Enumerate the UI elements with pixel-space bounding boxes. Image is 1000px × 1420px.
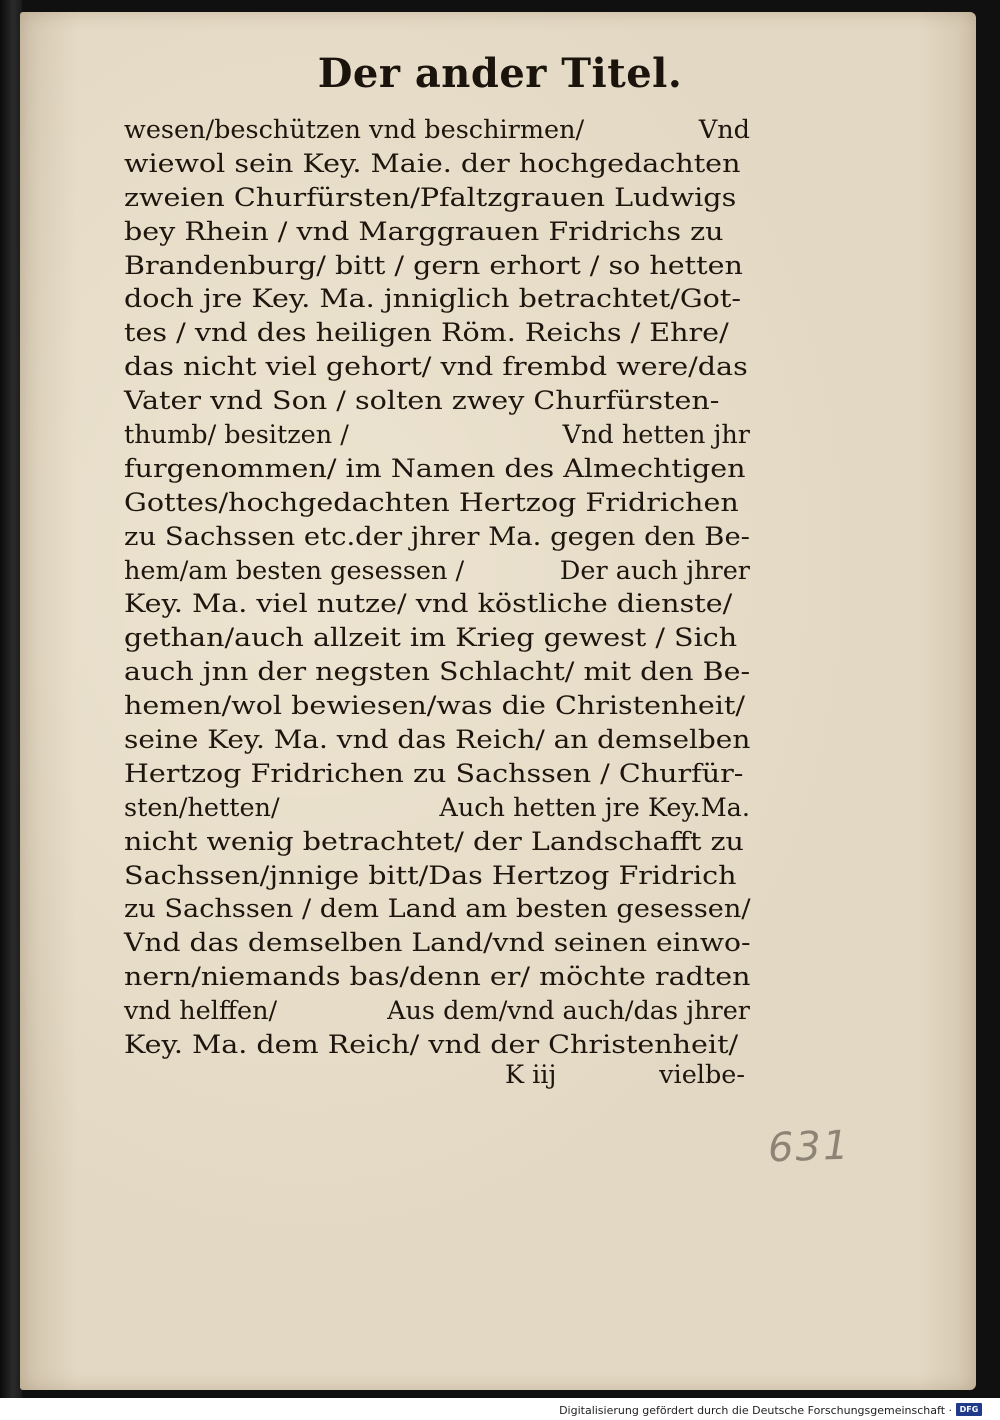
text-line xyxy=(124,115,750,149)
text-line xyxy=(124,149,750,183)
text-segment: Auch hetten jre Key.Ma. xyxy=(439,792,750,823)
text-segment: Gottes/hochgedachten Hertzog Fridrichen xyxy=(124,487,739,518)
text-segment: das nicht viel gehort/ vnd frembd were/das xyxy=(124,352,748,383)
catchword: vielbe- xyxy=(659,1060,745,1090)
text-line xyxy=(124,962,750,996)
text-line xyxy=(124,725,750,759)
text-segment: Hertzog Fridrichen zu Sachssen / Churfür- xyxy=(124,758,744,789)
text-segment: Brandenburg/ bitt / gern erhort / so hetten xyxy=(124,250,743,281)
signature-mark: K iij xyxy=(505,1060,557,1090)
text-line xyxy=(124,284,750,318)
text-line xyxy=(124,420,750,454)
text-line xyxy=(124,1030,750,1064)
text-segment: thumb/ besitzen / xyxy=(124,420,349,451)
text-line xyxy=(124,522,750,556)
text-segment: gethan/auch allzeit im Krieg gewest / Sich xyxy=(124,623,738,654)
text-segment: sten/hetten/ xyxy=(124,792,280,823)
text-segment: zu Sachssen / dem Land am besten gesessen/ xyxy=(124,894,751,925)
text-segment: hemen/wol bewiesen/was die Christenheit/ xyxy=(124,691,745,722)
text-line xyxy=(124,928,750,962)
text-line xyxy=(124,827,750,861)
text-segment: doch jre Key. Ma. jnniglich betrachtet/Got- xyxy=(124,284,741,315)
text-segment: tes / vnd des heiligen Röm. Reichs / Ehre/ xyxy=(124,318,729,349)
text-line xyxy=(124,251,750,285)
text-line xyxy=(124,894,750,928)
text-segment: wesen/beschützen vnd beschirmen/ xyxy=(124,115,585,145)
text-line xyxy=(124,454,750,488)
text-segment: vnd helffen/ xyxy=(124,996,278,1027)
text-segment: wiewol sein Key. Maie. der hochgedachten xyxy=(124,148,741,179)
catch-line xyxy=(505,1060,745,1090)
text-line xyxy=(124,657,750,691)
running-header: Der ander Titel. xyxy=(317,50,683,97)
text-segment: Vnd das demselben Land/vnd seinen einwo- xyxy=(124,928,751,959)
text-line xyxy=(124,386,750,420)
text-segment: seine Key. Ma. vnd das Reich/ an demselben xyxy=(124,725,751,756)
text-line xyxy=(124,623,750,657)
text-segment: Key. Ma. viel nutze/ vnd köstliche dienste/ xyxy=(124,589,733,620)
footer-credit: Digitalisierung gefördert durch die Deutsche Forschungsgemeinschaft · xyxy=(559,1404,952,1417)
handwritten-folio-number: 631 xyxy=(767,1122,852,1172)
text-segment: bey Rhein / vnd Marggrauen Fridrichs zu xyxy=(124,216,724,247)
body-text xyxy=(124,115,750,1064)
text-line xyxy=(124,996,750,1030)
text-segment: Key. Ma. dem Reich/ vnd der Christenheit/ xyxy=(124,1030,739,1061)
book-spine-edge xyxy=(0,0,22,1398)
text-segment: Vnd hetten jhr xyxy=(562,420,750,451)
text-line xyxy=(124,691,750,725)
text-segment: furgenommen/ im Namen des Almechtigen xyxy=(124,453,746,484)
text-segment: Vater vnd Son / solten zwey Churfürsten- xyxy=(124,386,720,417)
text-segment: nern/niemands bas/denn er/ möchte radten xyxy=(124,962,751,993)
text-segment: zu Sachssen etc.der jhrer Ma. gegen den Be- xyxy=(124,521,750,552)
text-segment: Vnd xyxy=(698,115,750,145)
text-line xyxy=(124,589,750,623)
text-line xyxy=(124,217,750,251)
text-line xyxy=(124,488,750,522)
text-segment: hem/am besten gesessen / xyxy=(124,555,465,586)
dfg-logo: DFG xyxy=(956,1403,982,1416)
text-segment: Der auch jhrer xyxy=(559,555,750,586)
text-segment: nicht wenig betrachtet/ der Landschafft zu xyxy=(124,826,744,857)
text-segment: zweien Churfürsten/Pfaltzgrauen Ludwigs xyxy=(124,182,737,213)
text-line xyxy=(124,556,750,590)
text-segment: auch jnn der negsten Schlacht/ mit den Be- xyxy=(124,657,751,688)
text-segment: Aus dem/vnd auch/das jhrer xyxy=(387,996,750,1027)
text-line xyxy=(124,318,750,352)
text-line xyxy=(124,861,750,895)
text-line xyxy=(124,793,750,827)
text-line xyxy=(124,183,750,217)
text-segment: Sachssen/jnnige bitt/Das Hertzog Fridrich xyxy=(124,860,737,891)
text-line xyxy=(124,759,750,793)
text-line xyxy=(124,352,750,386)
